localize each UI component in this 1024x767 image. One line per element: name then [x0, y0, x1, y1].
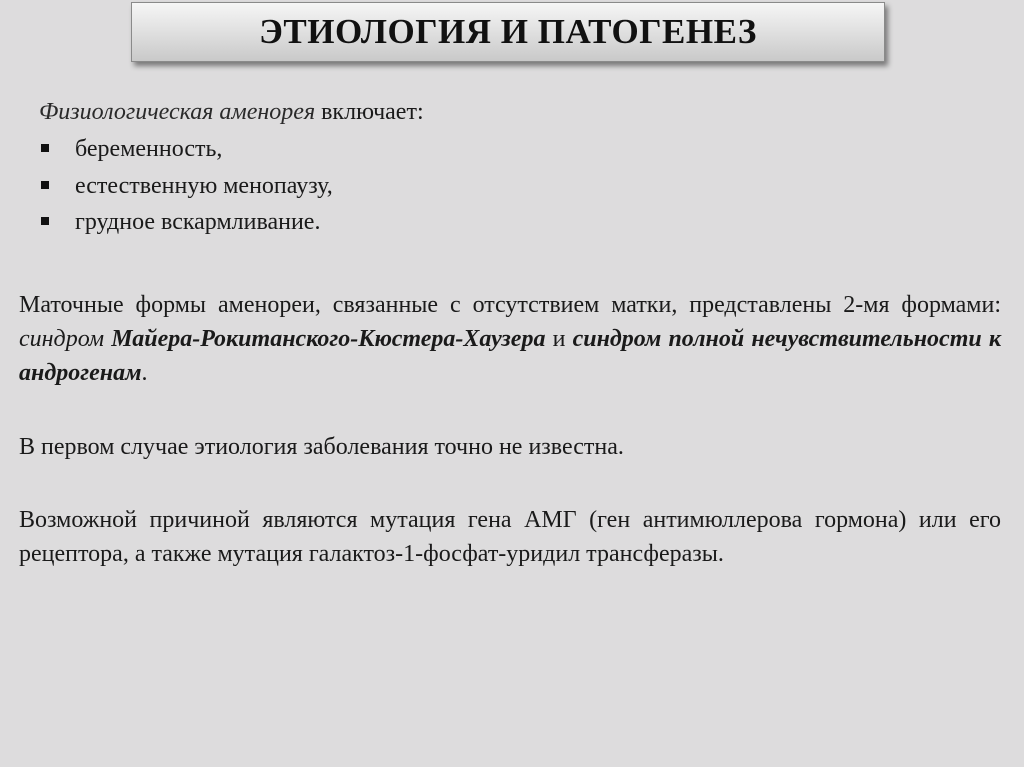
slide-title: ЭТИОЛОГИЯ И ПАТОГЕНЕЗ: [259, 12, 757, 51]
square-bullet-icon: [41, 144, 49, 152]
list-item: естественную менопаузу,: [39, 168, 333, 205]
square-bullet-icon: [41, 217, 49, 225]
paragraph-uterine-forms: Маточные формы аменореи, связанные с отсутствием матки, представлены 2-мя формами: синдром Майера-Рокитанского-Кюстера-Хаузера и синдром полной нечувствительности к андрогенам.: [19, 292, 1001, 386]
intro-line: [39, 95, 424, 129]
intro-rest: включает:: [315, 99, 424, 125]
paragraph-cause: Возможной причиной являются мутация гена АМГ (ген антимюллерова гормона) или его рецептора, а также мутация галактоз-1-фосфат-уридил трансферазы.: [19, 507, 1001, 567]
square-bullet-icon: [41, 181, 49, 189]
bullet-list: [39, 131, 333, 241]
title-box: [131, 2, 885, 62]
list-item: грудное вскармливание.: [39, 204, 333, 241]
intro-italic: Физиологическая аменорея: [39, 99, 316, 125]
list-item: беременность,: [39, 131, 333, 168]
paragraph-etiology: В первом случае этиология заболевания точно не известна.: [19, 434, 624, 460]
